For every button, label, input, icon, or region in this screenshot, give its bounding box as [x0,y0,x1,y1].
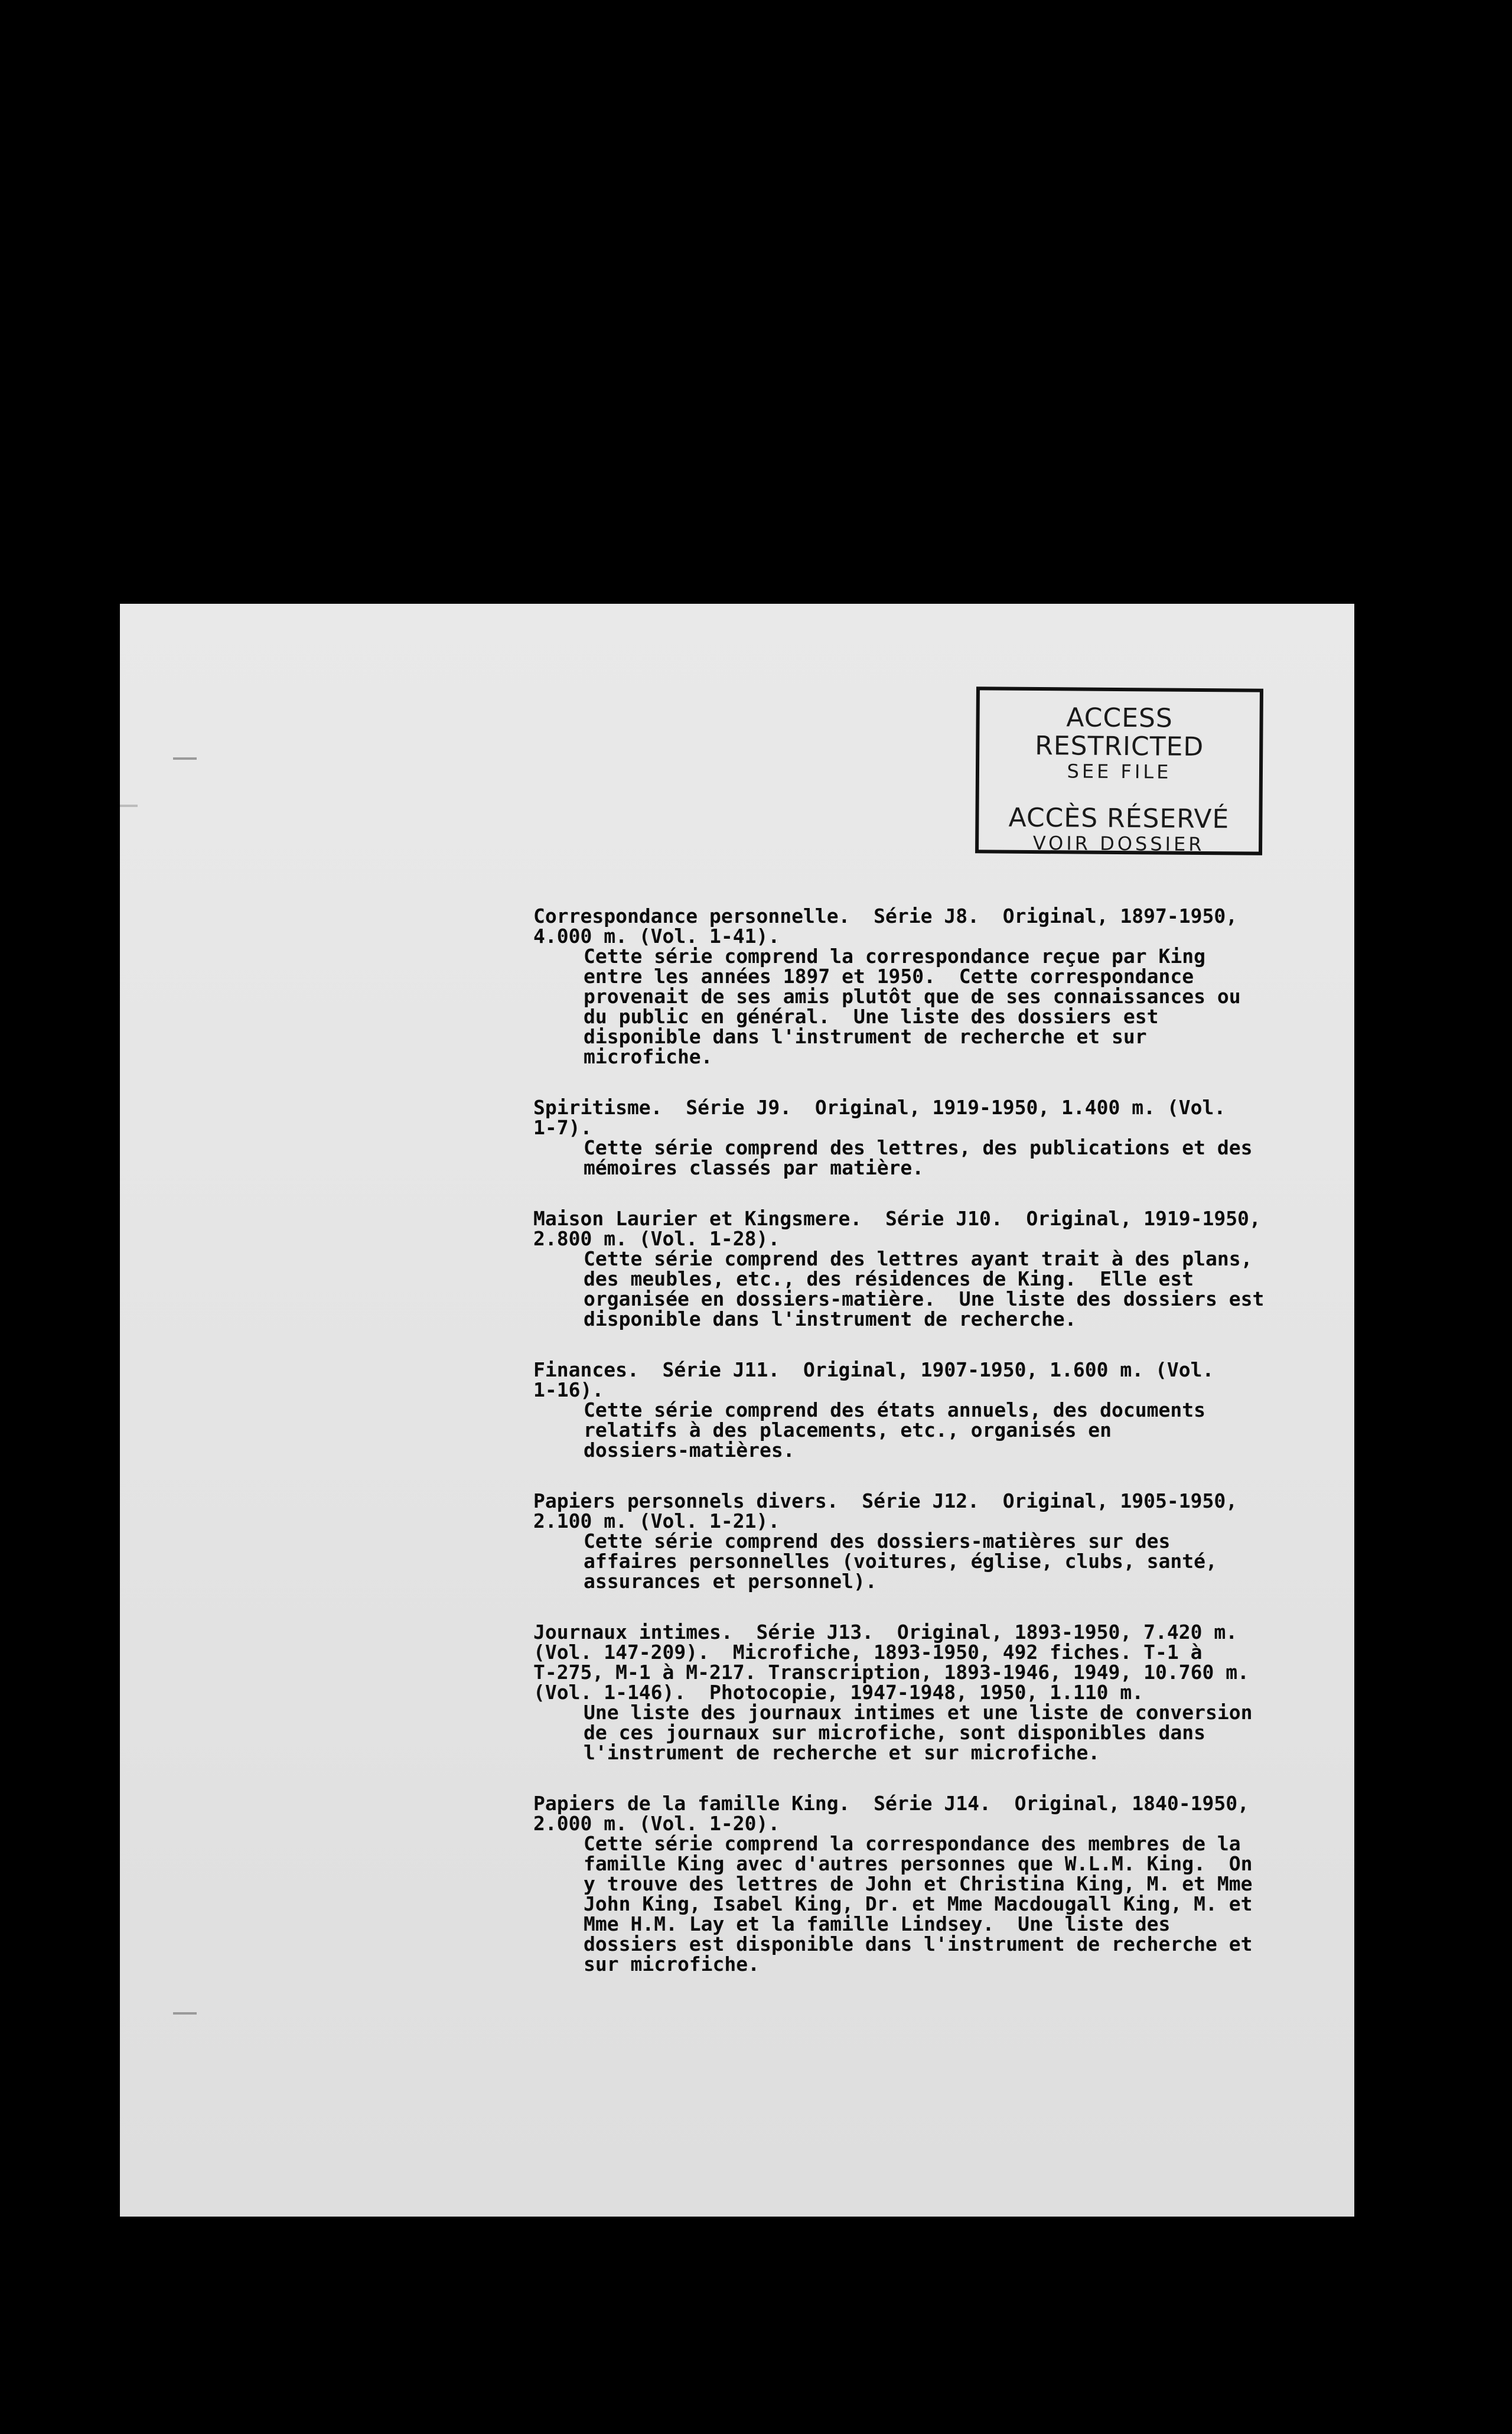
series-entry [533,1491,1325,1592]
series-entry [533,1622,1325,1763]
series-entry [533,1209,1325,1329]
stamp-line: VOIR DOSSIER [1032,831,1205,856]
series-description: Cette série comprend des dossiers-matières sur des affaires personnelles (voitures, église, clubs, santé, assurances et personnel). [584,1530,1217,1593]
series-list [533,906,1325,2005]
series-heading: Finances. Série J11. Original, 1907-1950, 1.600 m. (Vol. 1-16). [533,1358,1214,1401]
series-entry [533,1098,1325,1178]
margin-mark [173,2012,197,2015]
margin-mark [120,805,138,807]
series-description: Cette série comprend des états annuels, des documents relatifs à des placements, etc., organisés en dossiers-matières. [584,1398,1205,1462]
series-heading: Journaux intimes. Série J13. Original, 1893-1950, 7.420 m. (Vol. 147-209). Microfiche, 1893-1950, 492 fiches. T-1 à T-275, M-1 à M-217. Transcription, 1893-1946, 1949, 10.760 m. (Vol. 1-146). Photocopie, 1947-1948, 1950, 1.110 m. [533,1621,1249,1704]
series-heading: Papiers personnels divers. Série J12. Original, 1905-1950, 2.100 m. (Vol. 1-21). [533,1489,1238,1532]
margin-mark [173,757,197,760]
series-entry [533,906,1325,1067]
stamp-line: SEE FILE [1067,760,1172,783]
series-description: Cette série comprend la correspondance des membres de la famille King avec d'autres personnes que W.L.M. King. On y trouve des lettres de John et Christina King, M. et Mme John King, Isabel King, Dr. et Mme Macdougall King, M. et Mme H.M. Lay et la famille Lindsey. Une liste des dossiers est disponible dans l'instrument de recherche et sur microfiche. [584,1832,1253,1976]
series-heading: Correspondance personnelle. Série J8. Original, 1897-1950, 4.000 m. (Vol. 1-41). [533,904,1238,948]
series-description: Cette série comprend des lettres, des publications et des mémoires classés par matière. [584,1136,1253,1179]
series-entry [533,1794,1325,1974]
stamp-line: ACCÈS RÉSERVÉ [1008,802,1230,835]
series-heading: Papiers de la famille King. Série J14. Original, 1840-1950, 2.000 m. (Vol. 1-20). [533,1792,1249,1835]
series-description: Cette série comprend des lettres ayant trait à des plans, des meubles, etc., des résidences de King. Elle est organisée en dossiers-matière. Une liste des dossiers est disponible dans l'instrument de recherche. [584,1247,1265,1330]
series-heading: Maison Laurier et Kingsmere. Série J10. Original, 1919-1950, 2.800 m. (Vol. 1-28). [533,1207,1261,1250]
document-page [120,604,1354,2217]
series-heading: Spiritisme. Série J9. Original, 1919-1950, 1.400 m. (Vol. 1-7). [533,1096,1226,1139]
series-entry [533,1360,1325,1460]
stamp-line: ACCESS RESTRICTED [1035,702,1204,762]
series-description: Une liste des journaux intimes et une liste de conversion de ces journaux sur microfiche, sont disponibles dans l'instrument de recherche et sur microfiche. [584,1701,1253,1764]
series-description: Cette série comprend la correspondance reçue par King entre les années 1897 et 1950. Cette correspondance provenait de ses amis plutôt que de ses connaissances ou du public en général. Une liste des dossiers est disponible dans l'instrument de recherche et sur microfiche. [584,945,1241,1068]
access-restricted-stamp [975,686,1263,855]
